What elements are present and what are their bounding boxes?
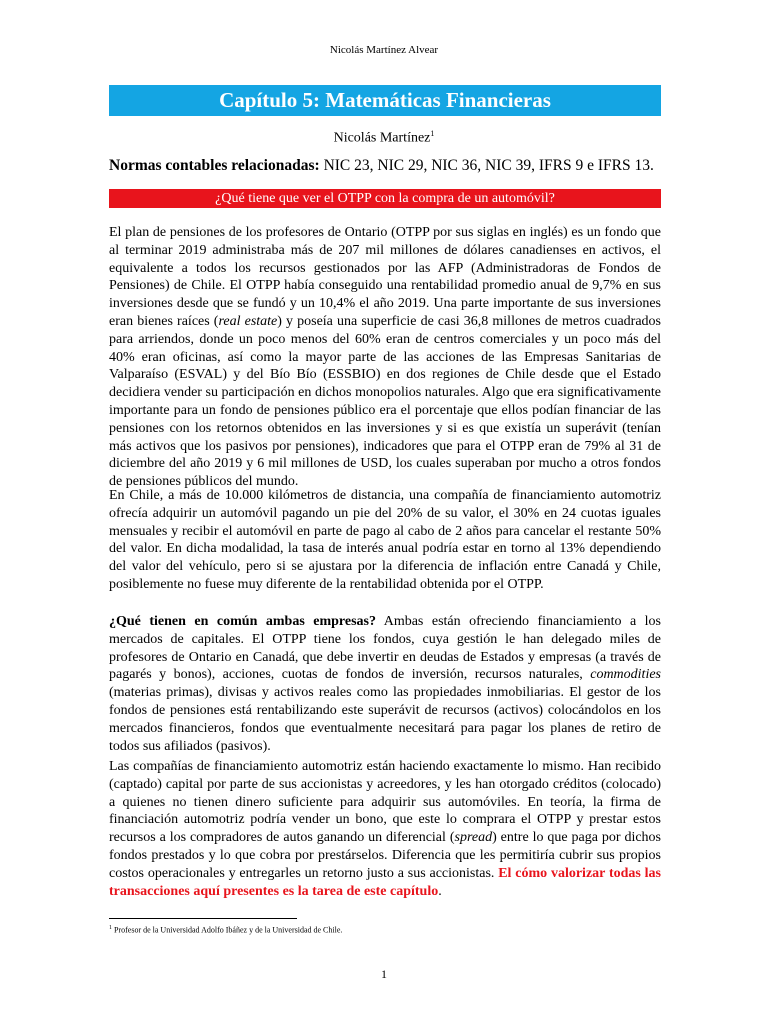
footnote-reference[interactable]: 1 bbox=[430, 129, 435, 138]
author-name: Nicolás Martínez bbox=[333, 130, 431, 146]
italic-term: real estate bbox=[218, 313, 278, 329]
author-byline bbox=[0, 129, 768, 147]
related-standards bbox=[109, 157, 669, 175]
paragraph-text: El plan de pensiones de los profesores de Ontario (OTPP por sus siglas en inglés) es un fondo que al terminar 2019 administraba más de 207 mil millones de dólares canadienses en activos, el equivalente a todos los recursos gestionados por las AFP (Administradoras de Fondos de Pensiones) de Chile. El OTPP había conseguido una rentabilidad promedio anual de 9,7% en sus inversiones desde que se fundó y un 10,4% el año 2019. Una parte importante de sus inversiones eran bienes raíces ( bbox=[109, 225, 661, 329]
italic-term: commodities bbox=[590, 667, 661, 683]
paragraph-text: Las compañías de financiamiento automotriz están haciendo exactamente lo mismo. Han recibido (captado) capital por parte de sus accionistas y acreedores, y les han otorgado créditos (colocado) a quienes no tienen dinero suficiente para adquirir sus automóviles. En teoría, la firma de financiación automotriz podría vender un bono, que este lo comprara el OTPP y prestar estos recursos a los compradores de autos ganando un diferencial ( bbox=[109, 759, 661, 846]
paragraph-text: . bbox=[438, 883, 442, 899]
paragraph-text: En Chile, a más de 10.000 kilómetros de distancia, una compañía de financiamiento automotriz ofrecía adquirir un automóvil pagando un pie del 20% de su valor, el 30% en 24 cuotas iguales mensuales y recibir el automóvil en parte de pago al cabo de 2 años para cancelar el restante 50% del valor. En dicha modalidad, la tasa de interés anual podría estar en torno al 13% dependiendo del valor del vehículo, pero si se ajustara por la diferencia de inflación entre Canadá y Chile, posiblemente no fuese muy diferente de la rentabilidad obtenida por el OTPP. bbox=[109, 488, 661, 592]
paragraph-common-ground bbox=[109, 613, 661, 755]
related-standards-label: Normas contables relacionadas: bbox=[109, 157, 320, 174]
italic-term: spread bbox=[454, 830, 493, 846]
paragraph-text: ) y poseía una superficie de casi 36,8 millones de metros cuadrados para arriendos, donde un poco menos del 60% eran de centros comerciales y un poco más del 40% eran oficinas, así como la mayor parte de las acciones de las Empresas Sanitarias de Valparaíso (ESVAL) y del Bío Bío (ESSBIO) en dos regiones de Chile desde que el Estado decidiera vender su participación en dichos monopolios naturales. Algo que era significativamente importante para un fondo de pensiones público era el porcentaje que ellos podían financiar de las pensiones con los retornos obtenidos en las inversiones y si es que existía un superávit (tenían más activos que los pasivos por pensiones), indicadores que para el OTPP eran de 79% al 31 de diciembre del año 2019 y 6 mil millones de USD, los cuales superaban por mucho a otros fondos de pensiones públicos del mundo. bbox=[109, 313, 661, 490]
running-header: Nicolás Martínez Alvear bbox=[329, 44, 439, 56]
footnote-divider bbox=[109, 918, 297, 919]
footnote-text: Profesor de la Universidad Adolfo Ibáñez y de la Universidad de Chile. bbox=[112, 925, 343, 935]
paragraph-auto-finance bbox=[109, 758, 661, 900]
paragraph-text: (materias primas), divisas y activos reales como las propiedades inmobiliarias. El gestor de los fondos de pensiones está rentabilizando este superávit de recursos (activos) colocándolos en los mercados financieros, fondos que eventualmente necesitará para pagar los planes de retiro de todos sus afiliados (pasivos). bbox=[109, 685, 661, 754]
chapter-title: Capítulo 5: Matemáticas Financieras bbox=[109, 85, 661, 116]
footnote-mark: 1 bbox=[109, 925, 112, 931]
paragraph-otpp bbox=[109, 224, 661, 491]
section-heading: ¿Qué tiene que ver el OTPP con la compra de un automóvil? bbox=[109, 189, 661, 208]
paragraph-text: Ambas están ofreciendo financiamiento a los mercados de capitales. El OTPP tiene los fondos, cuya gestión le han delegado miles de profesores de Ontario en Canadá, que debe invertir en deudas de Estados y empresas (a través de pagarés y bonos), acciones, cuotas de fondos de inversión, recursos naturales, bbox=[109, 614, 661, 683]
paragraph-chile-financing bbox=[109, 487, 661, 594]
bold-question: ¿Qué tienen en común ambas empresas? bbox=[109, 614, 376, 629]
page-number: 1 bbox=[381, 967, 387, 981]
footnote bbox=[109, 925, 661, 935]
related-standards-value: NIC 23, NIC 29, NIC 36, NIC 39, IFRS 9 e IFRS 13. bbox=[323, 157, 654, 174]
highlighted-statement: El cómo valorizar todas las transacciones aquí presentes es la tarea de este capítulo bbox=[109, 865, 661, 899]
paragraph-text: ) entre lo que paga por dichos fondos prestados y lo que cobra por prestárselos. Diferencia que les permitiría cubrir sus propios costos operacionales y entregarles un retorno justo a sus accionistas. bbox=[109, 830, 661, 881]
